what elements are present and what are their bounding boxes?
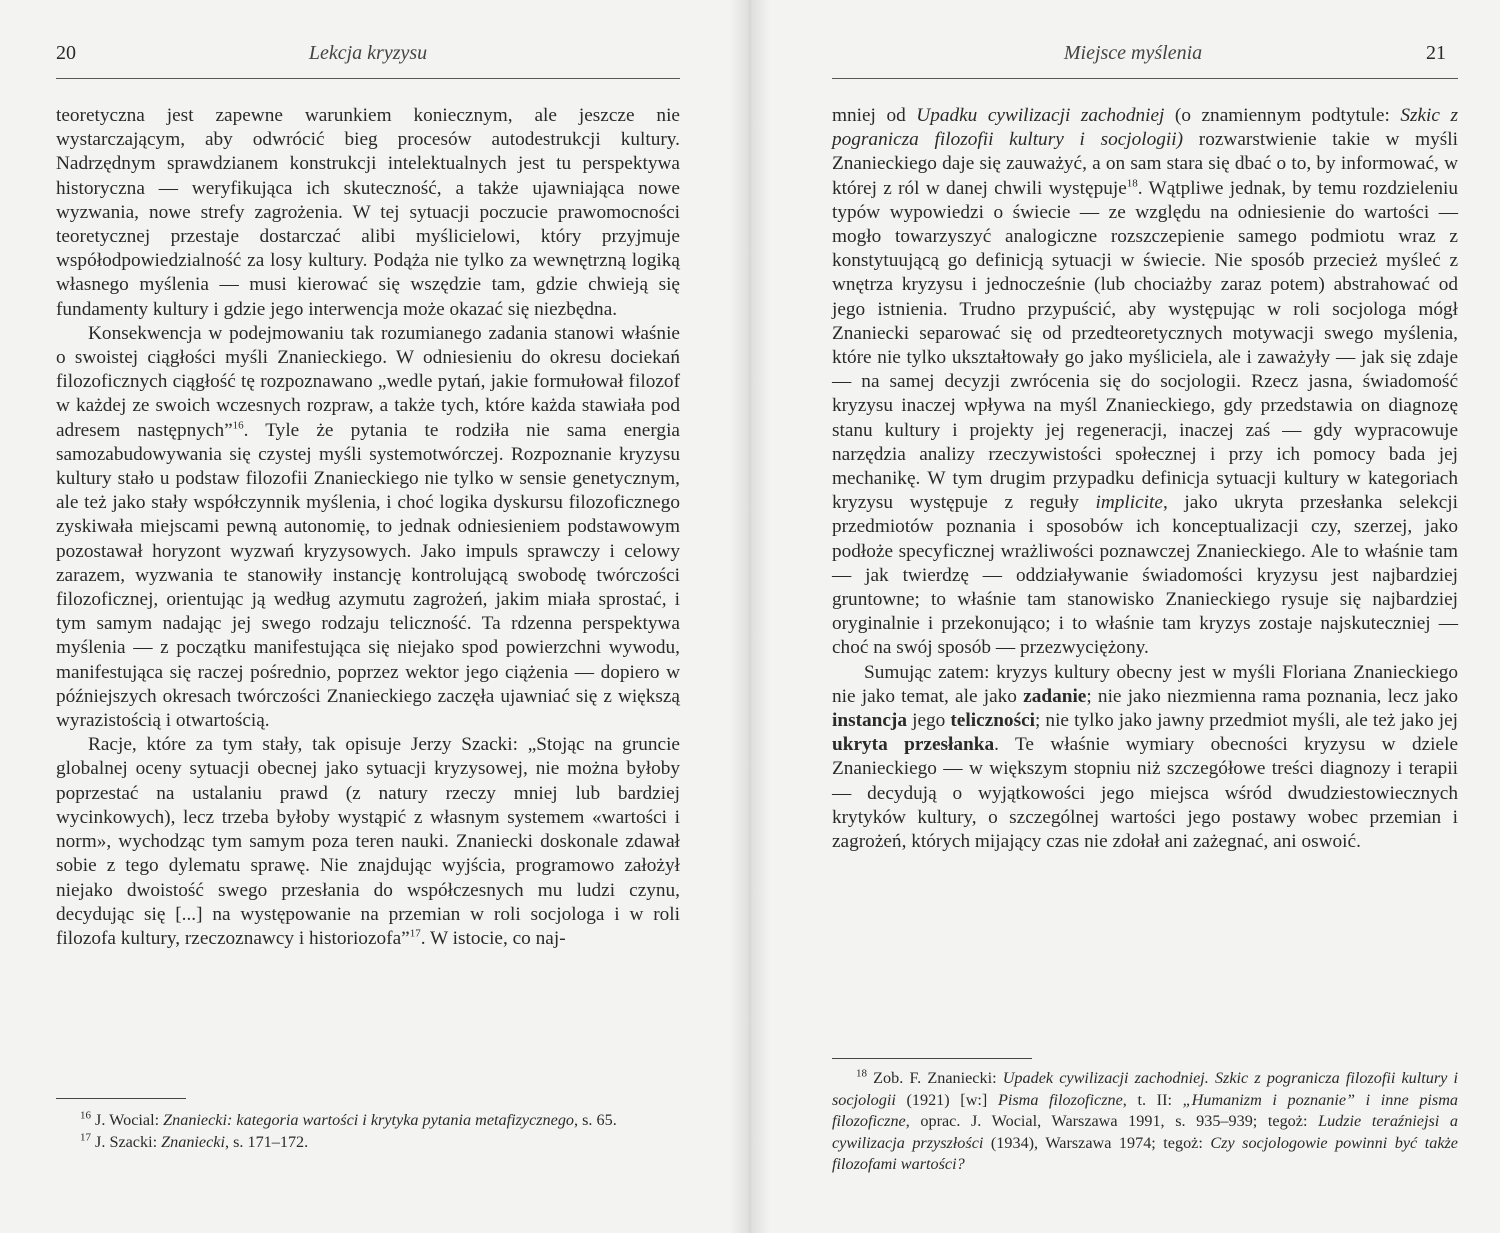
page-number: 21 (1426, 42, 1446, 64)
running-head-title: Lekcja kryzysu (308, 42, 428, 64)
running-head-title: Miejsce myślenia (1063, 42, 1203, 64)
paragraph: teoretyczna jest zapewne warunkiem koniecznym, ale jeszcze nie wystarczającym, aby odwrócić bieg procesów autodestrukcji kultury. Nadrzędnym sprawdzianem konstrukcji intelektualnych jest tu perspektywa historyczna — weryfikująca ich skuteczność, a także ujawniająca nowe wyzwania, nowe strefy zagrożenia. W tej sytuacji poczucie prawomocności teoretycznej przestaje dostarczać alibi myślicielowi, który przyjmuje współodpowiedzialność za losy kultury. Podąża nie tylko za wewnętrzną logiką własnego myślenia — musi kierować się wszędzie tam, gdzie chwieją się fundamenty kultury i gdzie jego interwencja może okazać się niezbędna. (56, 105, 680, 320)
body-text (832, 104, 1458, 854)
page-number: 20 (56, 42, 76, 64)
paragraph: Sumując zatem: kryzys kultury obecny jest w myśli Floriana Znanieckiego nie jako temat, ale jako zadanie; nie jako niezmienna rama poznania, lecz jako instancja jego teliczności; nie tylko jako jawny przedmiot myśli, ale też jako jej ukryta przesłanka. Te właśnie wymiary obecności kryzysu w dziele Znanieckiego — w większym stopniu niż szczegółowe treści diagnozy i terapii — decydują o wyjątkowości jego miejsca wśród dwudziestowiecznych krytyków kultury, o szczególnej wartości jego postawy wobec przemian i zagrożeń, których mijający czas nie zdołał ani zażegnać, ani oswoić. (832, 661, 1459, 853)
paragraph: Racje, które za tym stały, tak opisuje Jerzy Szacki: „Stojąc na gruncie globalnej oceny sytuacji obecnej jako sytuacji kryzysowej, nie można byłoby poprzestać na ustalaniu prawd (z natury rzeczy mniej lub bardziej wycinkowych), lecz trzeba byłoby wystąpić z własnym systemem «wartości i norm», wychodząc tym samym poza teren nauki. Znaniecki doskonale zdawał sobie z tego dylematu sprawę. Nie znajdując wyjścia, programowo założył niejako dwoistość swego przesłania do współczesnych mu ludzi czynu, decydując się [...] na występowanie na przemian w roli socjologa i w roli filozofa kultury, rzeczoznawcy i historiozofa”$^{17}$. W istocie, co naj- (56, 734, 680, 949)
right-page (750, 0, 1500, 1233)
footnote-ref: 18 (1126, 177, 1138, 190)
paragraph: mniej od Upadku cywilizacji zachodniej (o znamiennym podtytule: Szkic z pogranicza filozofii kultury i socjologii) rozwarstwienie takie w myśli Znanieckiego daje się zauważyć, a on sam stara się dbać o to, by informować, w której z ról w danej chwili występuje$^{18}$. Wątpliwe jednak, by temu rozdzieleniu typów wypowiedzi o świecie — ze względu na odniesienie do wartości — mogło towarzyszyć analogiczne rozszczepienie samego podmiotu wraz z konstytuującą go definicją sytuacji w świecie. Nie sposób przecież myśleć z wnętrza kryzysu i jednocześnie (lub chociażby zaraz potem) abstrahować od jego istnienia. Trudno przypuścić, aby występując w roli socjologa mógł Znaniecki separować się od przedteoretycznych motywacji swego myślenia, które nie tylko ukształtowały go jako myśliciela, ale i zaważyły — jak się zdaje — na samej decyzji zwrócenia się do socjologii. Rzecz jasna, świadomość kryzysu inaczej wpływa na myśl Znanieckiego, gdy przedstawia on diagnozę stanu kultury i projekty jej regeneracji, inaczej zaś — gdy wypracowuje narzędzia analizy rzeczywistości społecznej i przy ich pomocy bada jej mechanikę. W tym drugim przypadku definicja sytuacji kultury w kategoriach kryzysu występuje z reguły implicite, jako ukryta przesłanka selekcji przedmiotów poznania i sposobów ich konceptualizacji czy, szerzej, jako podłoże specyficznej wrażliwości poznawczej Znanieckiego. Ale to właśnie tam — jak twierdzę — oddziaływanie świadomości kryzysu jest najbardziej gruntowne; to właśnie tam stanowisko Znanieckiego rysuje się najbardziej oryginalnie i przekonująco; i to właśnie tam kryzys zostaje najskuteczniej — choć na swój sposób — przezwyciężony. (832, 105, 1459, 659)
book-gutter (730, 0, 770, 1233)
footnote-rule (832, 1058, 1032, 1059)
footnote-ref: 17 (409, 927, 421, 940)
body-text (56, 104, 680, 951)
footnote-ref: 16 (232, 419, 244, 432)
running-header (820, 42, 1446, 68)
footnote-rule (56, 1098, 186, 1099)
header-rule (56, 78, 680, 79)
footnotes (832, 1068, 1458, 1176)
footnote: $^{17}$ J. Szacki: Znaniecki, s. 171–172. (80, 1131, 309, 1151)
footnote: $^{16}$ J. Wocial: Znaniecki: kategoria wartości i krytyka pytania metafizycznego, s. 65. (80, 1109, 617, 1129)
header-rule (832, 78, 1458, 79)
footnotes (56, 1110, 680, 1153)
running-header (56, 42, 680, 68)
footnote: $^{18}$ Zob. F. Znaniecki: Upadek cywilizacji zachodniej. Szkic z pogranicza filozofii kultury i socjologii (1921) [w:] Pisma filozoficzne, t. II: „Humanizm i poznanie” i inne pisma filozoficzne, oprac. J. Wocial, Warszawa 1991, s. 935–939; tegoż: Ludzie teraźniejsi a cywilizacja przyszłości (1934), Warszawa 1974; tegoż: Czy socjologowie powinni być także filozofami wartości? (832, 1067, 1458, 1173)
paragraph: Konsekwencja w podejmowaniu tak rozumianego zadania stanowi właśnie o swoistej ciągłości myśli Znanieckiego. W odniesieniu do okresu dociekań filozoficznych ciągłość tę rozpoznawano „wedle pytań, jakie formułował filozof w każdej ze swoich wczesnych rozpraw, a także tych, które każda stawiała pod adresem następnych”$^{16}$. Tyle że pytania te rodziła nie sama energia samozabudowywania się czystej myśli systemotwórczej. Rozpoznanie kryzysu kultury stało u podstaw filozofii Znanieckiego nie tylko w sensie genetycznym, ale też jako stały współczynnik myślenia, i choć logika dyskursu filozoficznego zyskiwała miejscami pewną autonomię, to jednak odniesieniem podstawowym pozostawał horyzont wyzwań kryzysowych. Jako impuls sprawczy i celowy zarazem, wyzwania te stanowiły instancję kontrolującą swobodę twórczości filozoficznej, orientując ją według azymutu zagrożeń, jakim miała sprostać, i tym samym nadając jej swego rodzaju teliczność. Ta rdzenna perspektywa myślenia — z początku manifestująca się niejako spod powierzchni wywodu, manifestująca się raczej pośrednio, poprzez wektor jego ciążenia — dopiero w późniejszych okresach twórczości Znanieckiego zaczęła ujawniać się z większą wyrazistością i otwartością. (56, 322, 680, 732)
